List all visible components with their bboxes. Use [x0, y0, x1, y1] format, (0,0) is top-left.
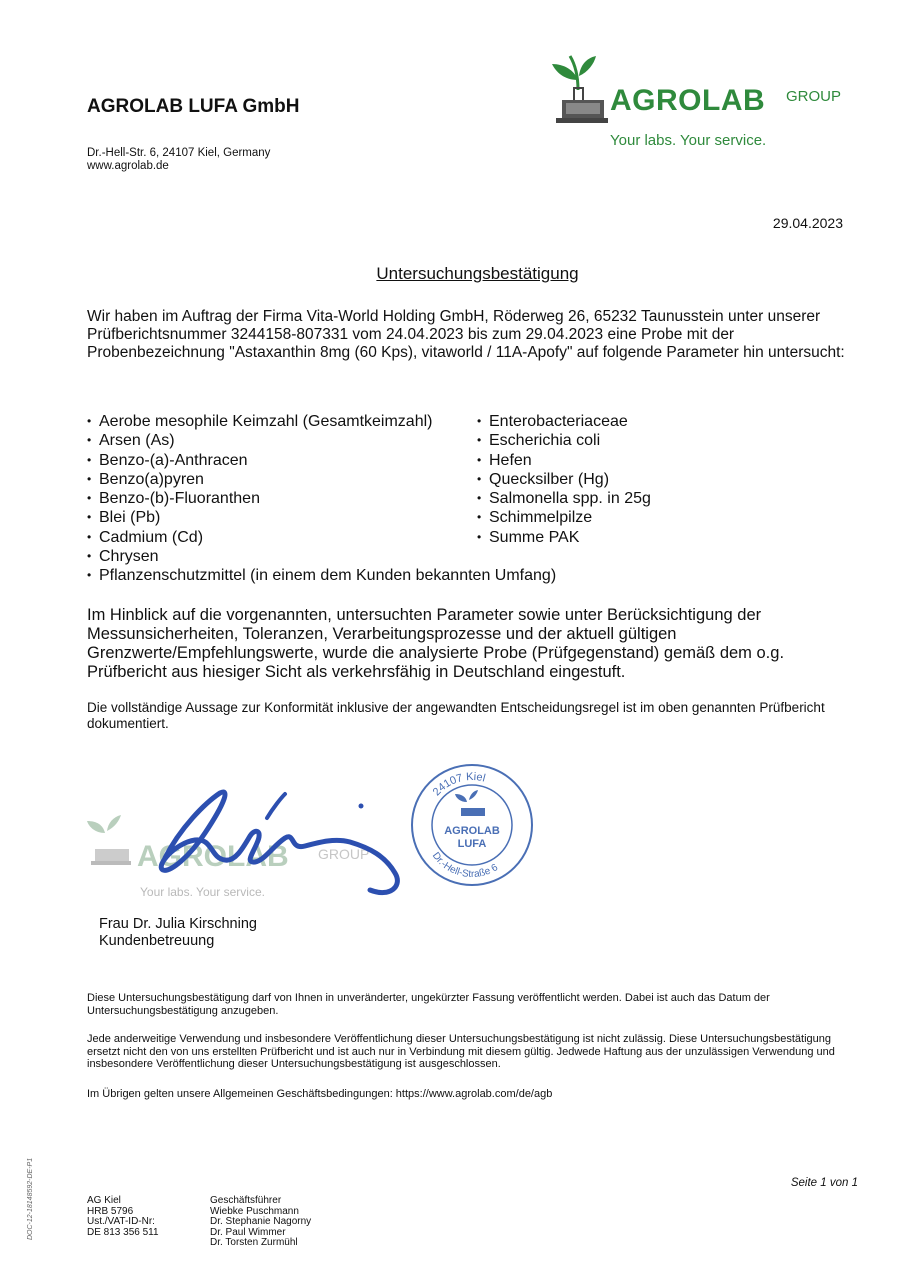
address-street: Dr.-Hell-Str. 6, 24107 Kiel, Germany	[87, 147, 271, 159]
list-item: • Hefen	[477, 451, 757, 470]
footer-registration	[87, 1196, 159, 1238]
stamp-line1: AGROLAB	[444, 825, 500, 837]
stamp-bottom-text: Dr.-Hell-Straße 6	[429, 850, 500, 881]
footer-line: DE 813 356 511	[87, 1226, 159, 1238]
footer-line: AG Kiel	[87, 1195, 121, 1206]
document-title	[0, 264, 905, 284]
logo-wordmark: AGROLAB	[610, 84, 766, 117]
list-item: • Schimmelpilze	[477, 508, 757, 527]
conformity-paragraph: Die vollständige Aussage zur Konformität inklusive der angewandten Entscheidungsregel ist im oben genannten Prüfbericht dokumentiert.	[87, 700, 825, 731]
list-item: • Cadmium (Cd)	[87, 528, 487, 547]
parameter-column-right	[477, 412, 757, 547]
intro-paragraph: Wir haben im Auftrag der Firma Vita-World Holding GmbH, Röderweg 26, 65232 Taunusstein unter unserer Prüfberichtsnummer 3244158-807331 vom 24.04.2023 bis zum 29.04.2023 eine Probe mit der Probenbezeichnung "Astaxanthin 8mg (60 Kps), vitaworld / 11A-Apofy" auf folgende Parameter hin untersucht:	[87, 308, 845, 361]
footer-line: Wiebke Puschmann	[210, 1205, 299, 1217]
agrolab-logo	[548, 50, 858, 150]
list-item: • Salmonella spp. in 25g	[477, 489, 757, 508]
footer-management	[210, 1196, 311, 1249]
list-item: • Escherichia coli	[477, 431, 757, 450]
list-item: • Summe PAK	[477, 528, 757, 547]
list-item: • Benzo(a)pyren	[87, 470, 487, 489]
list-item: • Blei (Pb)	[87, 508, 487, 527]
list-item: • Arsen (As)	[87, 431, 487, 450]
list-item: • Quecksilber (Hg)	[477, 470, 757, 489]
footer-line: Ust./VAT-ID-Nr:	[87, 1216, 155, 1227]
list-item: • Pflanzenschutzmittel (in einem dem Kunden bekannten Umfang)	[87, 566, 487, 585]
faded-logo-group: GROUP	[318, 846, 370, 862]
list-item: • Chrysen	[87, 547, 487, 566]
address-website: www.agrolab.de	[87, 160, 169, 172]
company-stamp	[405, 758, 540, 893]
document-date: 29.04.2023	[772, 215, 843, 231]
list-item: • Benzo-(a)-Anthracen	[87, 451, 487, 470]
signer-role: Kundenbetreuung	[99, 933, 215, 949]
footer-line: Dr. Stephanie Nagorny	[210, 1216, 312, 1227]
faded-logo-wordmark: AGROLAB	[137, 840, 289, 873]
logo-group-label: GROUP	[786, 88, 842, 105]
list-item: • Benzo-(b)-Fluoranthen	[87, 489, 487, 508]
document-title-text: Untersuchungsbestätigung	[376, 264, 579, 283]
fine-print-publication: Diese Untersuchungsbestätigung darf von Ihnen in unveränderter, ungekürzter Fassung veröffentlicht werden. Dabei ist auch das Datum der Untersuchungsbestätigung anzugeben.	[87, 992, 770, 1017]
document-code: DOC-12-18148592-DE-P1	[27, 1157, 34, 1240]
plant-icon	[548, 50, 610, 130]
fine-print-liability: Jede anderweitige Verwendung und insbesondere Veröffentlichung dieser Untersuchungsbestätigung ist nicht zulässig. Diese Untersuchungsbestätigung ersetzt nicht den von uns erstellten Prüfbericht und ist auch nur in Verbindung mit diesem gültig. Jedwede Haftung aus der unzulässigen Verwendung und insbesondere Veröffentlichung dieser Untersuchungsbestätigung ist ausgeschlossen.	[87, 1033, 835, 1070]
fine-print-terms: Im Übrigen gelten unsere Allgemeinen Geschäftsbedingungen: https://www.agrolab.com/de/agb	[87, 1088, 553, 1100]
assessment-paragraph: Im Hinblick auf die vorgenannten, untersuchten Parameter sowie unter Berücksichtigung der Messunsicherheiten, Toleranzen, Verarbeitungsprozesse und der aktuell gültigen Grenzwerte/Empfehlungswerte, wurde die analysierte Probe (Prüfgegenstand) gemäß dem o.g. Prüfbericht aus hiesiger Sicht als verkehrsfähig in Deutschland eingestuft.	[87, 606, 785, 681]
logo-tagline: Your labs. Your service.	[610, 132, 767, 149]
signer-name: Frau Dr. Julia Kirschning	[99, 916, 257, 932]
stamp-line2: LUFA	[457, 838, 487, 850]
list-item: • Aerobe mesophile Keimzahl (Gesamtkeimzahl)	[87, 412, 487, 431]
company-name: AGROLAB LUFA GmbH	[87, 96, 300, 117]
stamp-top-text: 24107 Kiel	[430, 770, 487, 799]
page-number: Seite 1 von 1	[790, 1177, 858, 1189]
footer-line: Dr. Paul Wimmer	[210, 1226, 286, 1238]
footer-line: HRB 5796	[87, 1205, 134, 1217]
footer-line: Geschäftsführer	[210, 1195, 282, 1206]
company-address	[87, 147, 270, 173]
footer-line: Dr. Torsten Zurmühl	[210, 1237, 298, 1248]
list-item: • Enterobacteriaceae	[477, 412, 757, 431]
stamp-plant-icon	[455, 790, 485, 816]
signer-block	[99, 916, 257, 950]
faded-logo-tagline: Your labs. Your service.	[140, 885, 265, 899]
